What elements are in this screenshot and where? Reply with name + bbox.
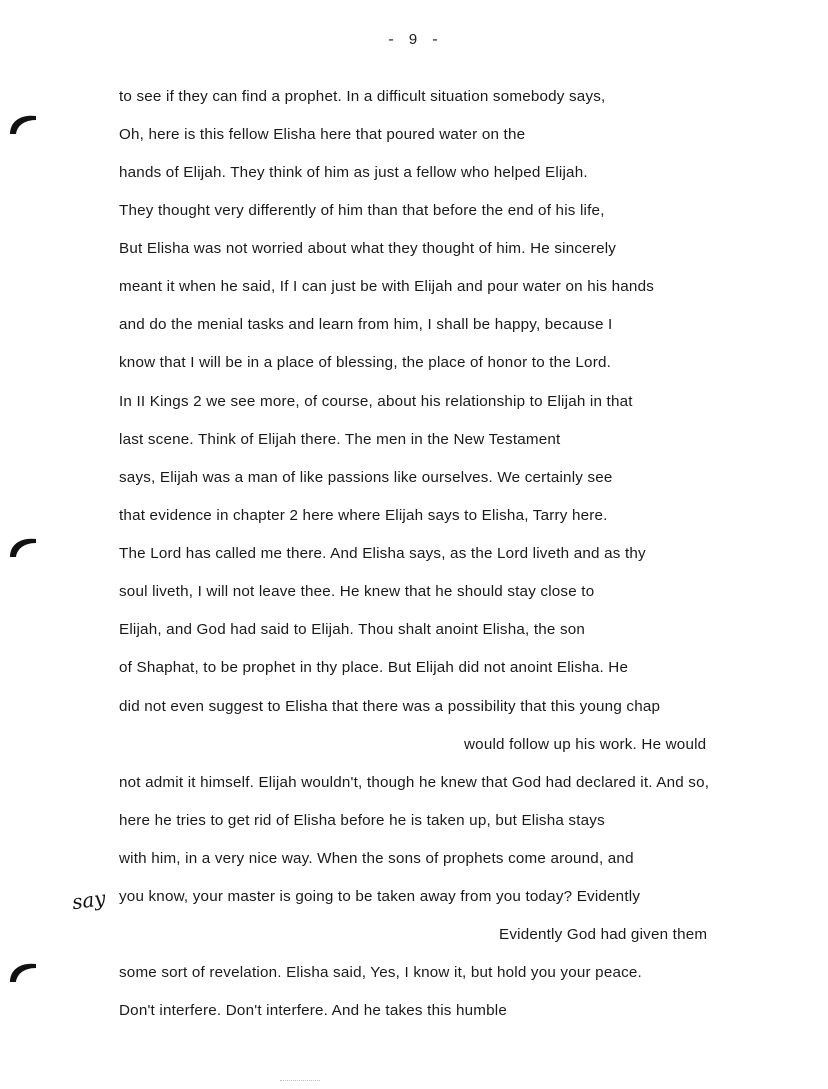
text-line: did not even suggest to Elisha that there was a possibility that this young chap — [119, 698, 661, 715]
text-line: meant it when he said, If I can just be with Elijah and pour water on his hands — [119, 278, 655, 295]
text-line: last scene. Think of Elijah there. The men in the New Testament — [119, 431, 561, 448]
punch-hole-top — [8, 112, 38, 136]
text-line: Evidently God had given them — [499, 926, 708, 943]
text-line: Elijah, and God had said to Elijah. Thou shalt anoint Elisha, the son — [119, 621, 586, 638]
text-line: The Lord has called me there. And Elisha says, as the Lord liveth and as thy — [119, 545, 646, 562]
text-line: They thought very differently of him than that before the end of his life, — [119, 202, 605, 219]
text-line: of Shaphat, to be prophet in thy place. But Elijah did not anoint Elisha. He — [119, 659, 629, 676]
page-number: - 9 - — [386, 32, 442, 49]
text-line: and do the menial tasks and learn from him, I shall be happy, because I — [119, 316, 613, 333]
text-line: here he tries to get rid of Elisha before he is taken up, but Elisha stays — [119, 812, 605, 829]
text-line: Oh, here is this fellow Elisha here that poured water on the — [119, 126, 526, 143]
text-line: you know, your master is going to be taken away from you today? Evidently — [119, 888, 641, 905]
text-line: some sort of revelation. Elisha said, Yes, I know it, but hold you your peace. — [119, 964, 642, 981]
text-line: In II Kings 2 we see more, of course, about his relationship to Elijah in that — [119, 393, 633, 410]
text-line: hands of Elijah. They think of him as just a fellow who helped Elijah. — [119, 164, 588, 181]
punch-hole-bottom — [8, 960, 38, 984]
text-line: to see if they can find a prophet. In a difficult situation somebody says, — [119, 88, 606, 105]
text-line: soul liveth, I will not leave thee. He knew that he should stay close to — [119, 583, 595, 600]
text-line: know that I will be in a place of blessing, the place of honor to the Lord. — [119, 354, 612, 371]
text-line: would follow up his work. He would — [464, 736, 707, 753]
text-line: with him, in a very nice way. When the sons of prophets come around, and — [119, 850, 634, 867]
text-line: But Elisha was not worried about what they thought of him. He sincerely — [119, 240, 617, 257]
page-edge-mark — [280, 1080, 320, 1083]
handwritten-margin-note: say — [70, 885, 108, 915]
text-line: says, Elijah was a man of like passions like ourselves. We certainly see — [119, 469, 613, 486]
text-line: not admit it himself. Elijah wouldn't, though he knew that God had declared it. And so, — [119, 774, 710, 791]
text-line: that evidence in chapter 2 here where Elijah says to Elisha, Tarry here. — [119, 507, 608, 524]
text-line: Don't interfere. Don't interfere. And he takes this humble — [119, 1002, 508, 1019]
punch-hole-middle — [8, 535, 38, 559]
